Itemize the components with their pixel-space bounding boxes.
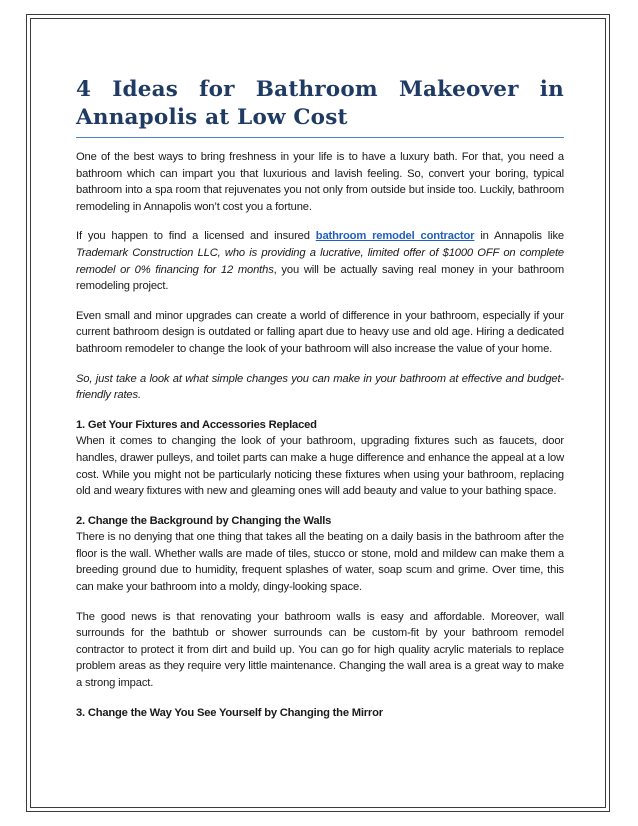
contractor-text-before: If you happen to find a licensed and insured bbox=[76, 230, 316, 243]
page-title: 4 Ideas for Bathroom Makeover in Annapolis at Low Cost bbox=[76, 77, 564, 130]
section-heading-walls: 2. Change the Background by Changing the Walls bbox=[76, 514, 332, 527]
section-heading-mirror: 3. Change the Way You See Yourself by Changing the Mirror bbox=[76, 706, 383, 719]
bathroom-remodel-contractor-link[interactable]: bathroom remodel contractor bbox=[315, 230, 475, 243]
section-paragraph-fixtures: When it comes to changing the look of your bathroom, upgrading fixtures such as faucets, door handles, drawer pulleys, and toilet parts can make a huge difference and enhance the appeal at a low cost. While you might not be particularly noticing these fixtures when using your bathroom, replacing old and weary fixtures with new and gleaming ones will add beauty and value to your bathing space. bbox=[76, 435, 564, 498]
section-heading-fixtures: 1. Get Your Fixtures and Accessories Replaced bbox=[76, 418, 317, 431]
upgrades-paragraph: Even small and minor upgrades can create a world of difference in your bathroom, especially if your current bathroom design is outdated or falling apart due to heavy use and old age. Hiring a dedicated bathroom remodeler to change the look of your bathroom will also increase the value of your home. bbox=[76, 309, 564, 355]
intro-paragraph: One of the best ways to bring freshness in your life is to have a luxury bath. For that, you need a bathroom which can impart you that luxurious and lavish feeling. So, convert your boring, typical bathroom into a spa room that rejuvenates you not only from outside but inside too. Luckily, bathroom remodeling in Annapolis won’t cost you a fortune. bbox=[76, 151, 564, 213]
contractor-text-after: in Annapolis like bbox=[474, 230, 564, 243]
section-paragraph-walls-2: The good news is that renovating your bathroom walls is easy and affordable. Moreover, wall surrounds for the bathtub or shower surrounds can be custom-fit by your bathroom remodel contractor to protect it from dirt and build up. You can go for high quality acrylic materials to replace problem areas as they require very little maintenance. Changing the wall area is a great way to make a strong impact. bbox=[76, 610, 564, 690]
offer-text: Trademark Construction LLC, who is providing a lucrative, limited offer of $1000 OFF on complete remodel or 0% financing for 12 months bbox=[76, 246, 564, 276]
title-underline bbox=[76, 137, 564, 138]
document-body bbox=[76, 76, 564, 721]
look-paragraph: So, just take a look at what simple changes you can make in your bathroom at effective and budget-friendly rates. bbox=[76, 372, 564, 402]
section-paragraph-walls-1: There is no denying that one thing that takes all the beating on a daily basis in the bathroom after the floor is the wall. Whether walls are made of tiles, stucco or stone, mold and mildew can make them a breeding ground due to humidity, frequent splashes of water, soap scum and grime. Over time, this can make your bathroom into a moldy, dingy-looking space. bbox=[76, 531, 564, 594]
contractor-text-end: , you will be actually saving real money in your bathroom remodeling project. bbox=[76, 263, 564, 293]
contractor-paragraph bbox=[76, 228, 564, 294]
